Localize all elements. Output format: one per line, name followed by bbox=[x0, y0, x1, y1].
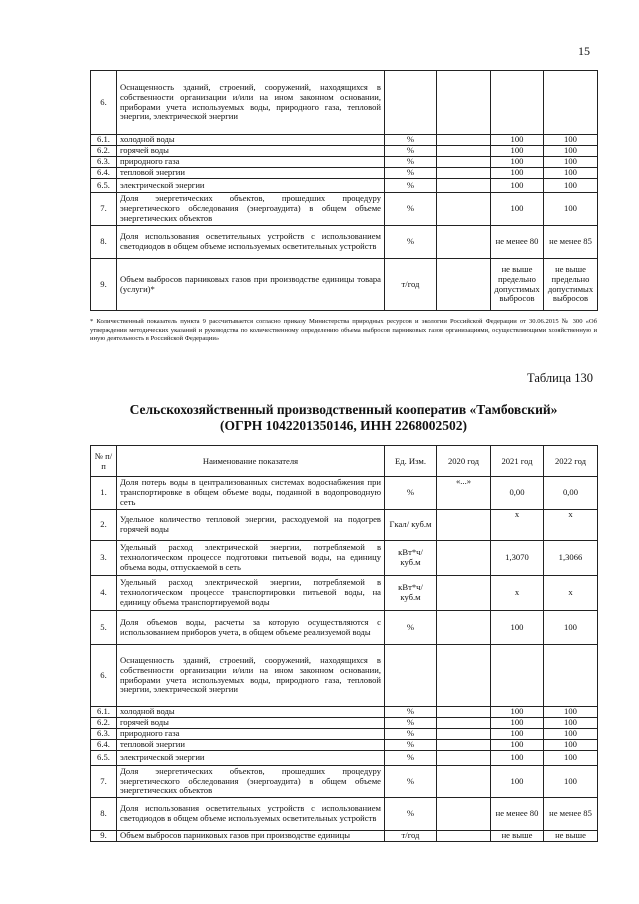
value-2020 bbox=[437, 766, 491, 798]
table-row bbox=[91, 226, 598, 259]
unit-cell: % bbox=[385, 135, 437, 146]
row-number: 8. bbox=[91, 798, 117, 831]
table-row bbox=[91, 477, 598, 510]
unit-cell: % bbox=[385, 611, 437, 645]
organization-registration: (ОГРН 1042201350146, ИНН 2268002502) bbox=[219, 418, 468, 433]
value-2022: не выше предельно допустимых выбросов bbox=[544, 259, 598, 311]
value-2022: 100 bbox=[544, 135, 598, 146]
unit-cell: % bbox=[385, 766, 437, 798]
header-indicator-name: Наименование показателя bbox=[117, 446, 385, 477]
indicators-table bbox=[90, 445, 598, 842]
value-2020: «...» bbox=[437, 477, 491, 510]
indicator-name: Объем выбросов парниковых газов при производстве единицы товара (услуги)* bbox=[117, 259, 385, 311]
indicator-name: тепловой энергии bbox=[117, 740, 385, 751]
value-2022: 100 bbox=[544, 766, 598, 798]
value-2020 bbox=[437, 226, 491, 259]
value-2022: 1,3066 bbox=[544, 541, 598, 576]
indicator-name: холодной воды bbox=[117, 707, 385, 718]
row-number: 7. bbox=[91, 193, 117, 226]
value-2022: 100 bbox=[544, 179, 598, 193]
value-2022: 100 bbox=[544, 740, 598, 751]
value-2021: не менее 80 bbox=[491, 226, 544, 259]
value-2022: 100 bbox=[544, 729, 598, 740]
unit-cell: % bbox=[385, 798, 437, 831]
value-2021: 100 bbox=[491, 611, 544, 645]
unit-cell: % bbox=[385, 157, 437, 168]
value-2020 bbox=[437, 146, 491, 157]
row-number: 6.3. bbox=[91, 729, 117, 740]
indicator-name: Объем выбросов парниковых газов при производстве единицы bbox=[117, 831, 385, 842]
value-2020 bbox=[437, 729, 491, 740]
indicator-name: природного газа bbox=[117, 157, 385, 168]
indicator-name: Доля потерь воды в централизованных системах водоснабжения при транспортировке в общем объеме воды, поданной в водопроводную сеть bbox=[117, 477, 385, 510]
unit-cell: % bbox=[385, 226, 437, 259]
header-2020: 2020 год bbox=[437, 446, 491, 477]
value-2020 bbox=[437, 576, 491, 611]
table-row bbox=[91, 707, 598, 718]
indicator-name: Удельное количество тепловой энергии, расходуемой на подогрев горячей воды bbox=[117, 510, 385, 541]
indicator-name: горячей воды bbox=[117, 718, 385, 729]
indicator-name: Доля использования осветительных устройств с использованием светодиодов в общем объеме используемых осветительных устройств bbox=[117, 226, 385, 259]
value-2020 bbox=[437, 751, 491, 766]
row-number: 8. bbox=[91, 226, 117, 259]
value-2021: 100 bbox=[491, 766, 544, 798]
row-number: 2. bbox=[91, 510, 117, 541]
value-2021: не выше предельно допустимых выбросов bbox=[491, 259, 544, 311]
value-2022: 100 bbox=[544, 193, 598, 226]
row-number: 6.1. bbox=[91, 707, 117, 718]
unit-cell: кВт*ч/ куб.м bbox=[385, 541, 437, 576]
row-number: 6.4. bbox=[91, 740, 117, 751]
indicator-name: Оснащенность зданий, строений, сооружений, находящихся в собственности организации и/или на ином законном основании, приборами учета используемых воды, природного газа, тепловой энергии, электрической энергии bbox=[117, 71, 385, 135]
indicator-name: Доля объемов воды, расчеты за которую осуществляются с использованием приборов учета, в общем объеме реализуемой воды bbox=[117, 611, 385, 645]
indicator-name: Оснащенность зданий, строений, сооружений, находящихся в собственности организации и/или на ином законном основании, приборами учета используемых воды, природного газа, тепловой энергии, электрической энергии bbox=[117, 645, 385, 707]
value-2021: 100 bbox=[491, 146, 544, 157]
table-row bbox=[91, 798, 598, 831]
table-row bbox=[91, 766, 598, 798]
value-2020 bbox=[437, 611, 491, 645]
table-body bbox=[91, 477, 598, 842]
organization-title bbox=[90, 402, 597, 434]
value-2022: 100 bbox=[544, 718, 598, 729]
header-2021: 2021 год bbox=[491, 446, 544, 477]
unit-cell: % bbox=[385, 718, 437, 729]
value-2021: не менее 80 bbox=[491, 798, 544, 831]
row-number: 6.4. bbox=[91, 168, 117, 179]
table-row bbox=[91, 611, 598, 645]
unit-cell: т/год bbox=[385, 831, 437, 842]
table-number-label: Таблица 130 bbox=[527, 371, 593, 385]
value-2021 bbox=[491, 71, 544, 135]
value-2020 bbox=[437, 71, 491, 135]
indicator-name: Доля энергетических объектов, прошедших процедуру энергетического обследования (энергоаудита) в общем объеме энергетических объектов bbox=[117, 193, 385, 226]
footnote: * Количественный показатель пункта 9 рассчитывается согласно приказу Министерства природных ресурсов и экологии Российской Федерации от 30.06.2015 № 300 «Об утверждении методических указаний и руководства по количественному определению объема выбросов парниковых газов организациями, осуществляющими хозяйственную и иную деятельность в Российской Федерации» bbox=[90, 318, 597, 343]
indicator-name: Удельный расход электрической энергии, потребляемой в технологическом процессе транспортировки питьевой воды, на единицу объема транспортируемой воды bbox=[117, 576, 385, 611]
value-2022: не выше bbox=[544, 831, 598, 842]
unit-cell: % bbox=[385, 477, 437, 510]
table-row bbox=[91, 71, 598, 135]
table-row bbox=[91, 718, 598, 729]
header-number: № п/п bbox=[91, 446, 117, 477]
value-2022: 100 bbox=[544, 146, 598, 157]
row-number: 7. bbox=[91, 766, 117, 798]
value-2022: 0,00 bbox=[544, 477, 598, 510]
value-2020 bbox=[437, 798, 491, 831]
value-2020 bbox=[437, 193, 491, 226]
unit-cell bbox=[385, 71, 437, 135]
table-row bbox=[91, 541, 598, 576]
table-row bbox=[91, 259, 598, 311]
row-number: 6.1. bbox=[91, 135, 117, 146]
indicators-table-continued bbox=[90, 70, 598, 311]
row-number: 5. bbox=[91, 611, 117, 645]
value-2022: 100 bbox=[544, 751, 598, 766]
unit-cell: % bbox=[385, 707, 437, 718]
value-2020 bbox=[437, 259, 491, 311]
row-number: 9. bbox=[91, 259, 117, 311]
indicator-name: природного газа bbox=[117, 729, 385, 740]
value-2021: 100 bbox=[491, 168, 544, 179]
value-2021: 100 bbox=[491, 729, 544, 740]
unit-cell: т/год bbox=[385, 259, 437, 311]
value-2022: 100 bbox=[544, 168, 598, 179]
unit-cell: % bbox=[385, 193, 437, 226]
value-2020 bbox=[437, 645, 491, 707]
indicator-name: электрической энергии bbox=[117, 751, 385, 766]
unit-cell: % bbox=[385, 146, 437, 157]
table-row bbox=[91, 179, 598, 193]
value-2020 bbox=[437, 740, 491, 751]
row-number: 3. bbox=[91, 541, 117, 576]
unit-cell: % bbox=[385, 729, 437, 740]
indicator-name: Доля использования осветительных устройств с использованием светодиодов в общем объеме используемых осветительных устройств bbox=[117, 798, 385, 831]
table-header-row bbox=[91, 446, 598, 477]
row-number: 9. bbox=[91, 831, 117, 842]
value-2021: 100 bbox=[491, 179, 544, 193]
unit-cell bbox=[385, 645, 437, 707]
value-2021: 100 bbox=[491, 740, 544, 751]
table-row bbox=[91, 135, 598, 146]
table-body bbox=[91, 71, 598, 311]
value-2022: не менее 85 bbox=[544, 798, 598, 831]
row-number: 1. bbox=[91, 477, 117, 510]
row-number: 6. bbox=[91, 71, 117, 135]
indicator-name: Удельный расход электрической энергии, потребляемой в технологическом процессе подготовки питьевой воды, на единицу объема воды, отпускаемой в сеть bbox=[117, 541, 385, 576]
value-2020 bbox=[437, 707, 491, 718]
value-2021: 100 bbox=[491, 157, 544, 168]
value-2022: 100 bbox=[544, 157, 598, 168]
value-2022: 100 bbox=[544, 707, 598, 718]
value-2021: 0,00 bbox=[491, 477, 544, 510]
indicator-name: электрической энергии bbox=[117, 179, 385, 193]
value-2020 bbox=[437, 831, 491, 842]
table-row bbox=[91, 510, 598, 541]
value-2021: 100 bbox=[491, 718, 544, 729]
value-2020 bbox=[437, 135, 491, 146]
table-row bbox=[91, 645, 598, 707]
value-2022 bbox=[544, 645, 598, 707]
value-2022: не менее 85 bbox=[544, 226, 598, 259]
unit-cell: % bbox=[385, 168, 437, 179]
unit-cell: % bbox=[385, 751, 437, 766]
row-number: 6.2. bbox=[91, 718, 117, 729]
row-number: 6. bbox=[91, 645, 117, 707]
value-2021: 100 bbox=[491, 135, 544, 146]
table-row bbox=[91, 576, 598, 611]
table-row bbox=[91, 168, 598, 179]
organization-name: Сельскохозяйственный производственный кооператив «Тамбовский» bbox=[129, 402, 558, 417]
table-row bbox=[91, 146, 598, 157]
value-2020 bbox=[437, 179, 491, 193]
value-2020 bbox=[437, 510, 491, 541]
unit-cell: % bbox=[385, 740, 437, 751]
value-2020 bbox=[437, 718, 491, 729]
value-2021: х bbox=[491, 576, 544, 611]
value-2022: х bbox=[544, 510, 598, 541]
value-2021: 1,3070 bbox=[491, 541, 544, 576]
row-number: 6.2. bbox=[91, 146, 117, 157]
value-2022: 100 bbox=[544, 611, 598, 645]
value-2021: 100 bbox=[491, 193, 544, 226]
unit-cell: кВт*ч/ куб.м bbox=[385, 576, 437, 611]
row-number: 6.5. bbox=[91, 179, 117, 193]
table-row bbox=[91, 831, 598, 842]
value-2021 bbox=[491, 645, 544, 707]
table-row bbox=[91, 729, 598, 740]
indicator-name: холодной воды bbox=[117, 135, 385, 146]
table-row bbox=[91, 193, 598, 226]
indicator-name: горячей воды bbox=[117, 146, 385, 157]
value-2020 bbox=[437, 168, 491, 179]
page-number: 15 bbox=[578, 44, 590, 58]
row-number: 4. bbox=[91, 576, 117, 611]
header-unit: Ед. Изм. bbox=[385, 446, 437, 477]
unit-cell: Гкал/ куб.м bbox=[385, 510, 437, 541]
value-2020 bbox=[437, 541, 491, 576]
row-number: 6.5. bbox=[91, 751, 117, 766]
value-2021: 100 bbox=[491, 751, 544, 766]
value-2021: не выше bbox=[491, 831, 544, 842]
table-row bbox=[91, 157, 598, 168]
table-row bbox=[91, 740, 598, 751]
value-2021: х bbox=[491, 510, 544, 541]
row-number: 6.3. bbox=[91, 157, 117, 168]
value-2022 bbox=[544, 71, 598, 135]
indicator-name: Доля энергетических объектов, прошедших процедуру энергетического обследования (энергоаудита) в общем объеме энергетических объектов bbox=[117, 766, 385, 798]
value-2022: х bbox=[544, 576, 598, 611]
header-2022: 2022 год bbox=[544, 446, 598, 477]
value-2021: 100 bbox=[491, 707, 544, 718]
table-row bbox=[91, 751, 598, 766]
indicator-name: тепловой энергии bbox=[117, 168, 385, 179]
value-2020 bbox=[437, 157, 491, 168]
unit-cell: % bbox=[385, 179, 437, 193]
